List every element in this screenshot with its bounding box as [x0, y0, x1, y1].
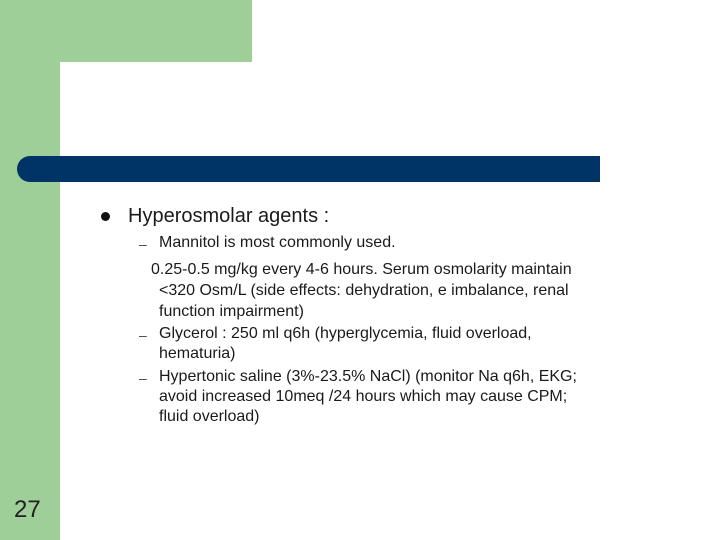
- sub-item-line: <320 Osm/L (side effects: dehydration, e imbalance, renal: [159, 282, 569, 299]
- dash-icon: –: [139, 327, 147, 343]
- bullet-dot-icon: [101, 212, 110, 221]
- dash-icon: –: [139, 370, 147, 386]
- dash-icon: –: [139, 236, 147, 252]
- title-bar: [17, 156, 600, 182]
- slide-panel: [60, 62, 720, 540]
- sub-item-line: function impairment): [159, 303, 304, 320]
- sub-item-line: avoid increased 10meq /24 hours which may cause CPM;: [159, 388, 568, 405]
- sub-item-line: Glycerol : 250 ml q6h (hyperglycemia, fluid overload,: [159, 325, 532, 342]
- sub-item-line: fluid overload): [159, 408, 260, 425]
- sub-item-line: Mannitol is most commonly used.: [159, 234, 396, 251]
- decor-green-left: [0, 0, 60, 540]
- sub-item-line: Hypertonic saline (3%-23.5% NaCl) (monitor Na q6h, EKG;: [159, 368, 577, 385]
- slide-number: 27: [14, 496, 41, 523]
- sub-item-line: hematuria): [159, 345, 236, 362]
- bullet-heading: Hyperosmolar agents :: [128, 205, 330, 227]
- sub-item-line: 0.25-0.5 mg/kg every 4-6 hours. Serum osmolarity maintain: [151, 261, 572, 278]
